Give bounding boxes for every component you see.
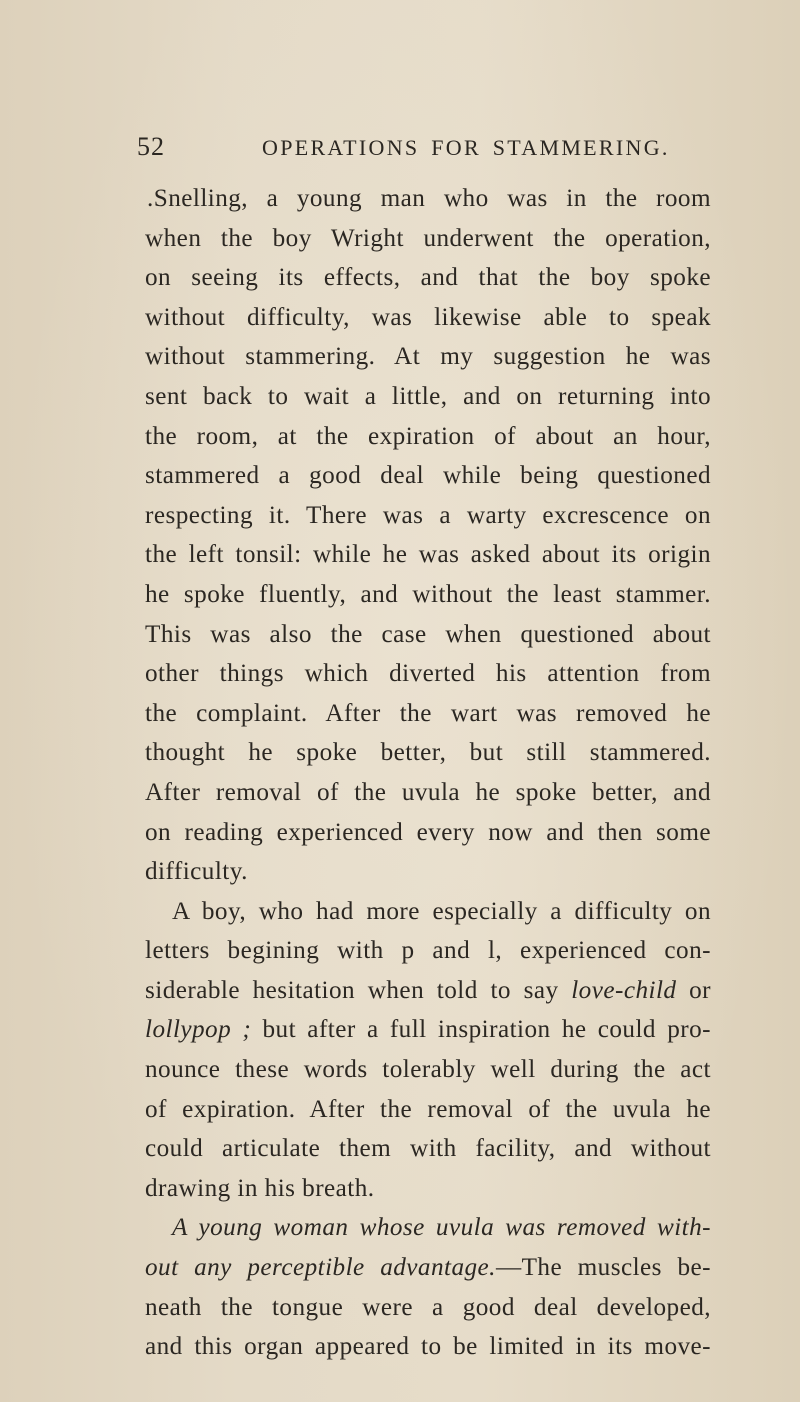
text-line: and this organ appeared to be limited in its move-: [145, 1333, 711, 1361]
text-line: the room, at the expiration of about an hour,: [145, 422, 711, 450]
page-header: [137, 132, 785, 168]
text-segment: siderable hesitation when told to say: [145, 976, 559, 1004]
italic-sentence: A young woman whose uvula was removed with-: [172, 1214, 711, 1242]
text-line: thought he spoke better, but still stammered.: [145, 739, 711, 767]
body-text: [145, 179, 711, 1367]
italic-sentence: out any perceptible advantage.: [145, 1254, 496, 1282]
page-number: 52: [137, 132, 165, 161]
italic-word: lollypop ;: [145, 1016, 252, 1044]
text-line: A boy, who had more especially a difficulty on: [172, 897, 711, 925]
text-line: difficulty.: [145, 858, 248, 886]
text-line: nounce these words tolerably well during the act: [145, 1056, 711, 1084]
text-line: could articulate them with facility, and without: [145, 1135, 711, 1163]
text-segment: or: [689, 976, 712, 1004]
text-line: without stammering. At my suggestion he was: [145, 343, 711, 371]
text-line: respecting it. There was a warty excrescence on: [145, 501, 711, 529]
text-line: sent back to wait a little, and on returning into: [145, 382, 711, 410]
text-line: .Snelling, a young man who was in the room: [147, 185, 711, 212]
text-line: of expiration. After the removal of the uvula he: [145, 1095, 711, 1123]
text-line: the complaint. After the wart was removed he: [145, 699, 711, 727]
text-line: This was also the case when questioned about: [145, 620, 711, 648]
text-line: [145, 971, 711, 1011]
text-line: letters begining with p and l, experienced con-: [145, 937, 711, 965]
text-segment: but after a full inspiration he could pro-: [262, 1016, 711, 1044]
text-line: [145, 1208, 711, 1248]
text-line: on seeing its effects, and that the boy spoke: [145, 264, 711, 292]
italic-word: love-child: [571, 976, 677, 1004]
text-line: After removal of the uvula he spoke better, and: [145, 778, 711, 806]
text-line: on reading experienced every now and then some: [145, 818, 711, 846]
text-line: [145, 1248, 711, 1288]
text-line: he spoke fluently, and without the least stammer.: [145, 580, 711, 608]
text-line: drawing in his breath.: [145, 1174, 375, 1202]
text-line: neath the tongue were a good deal developed,: [145, 1293, 711, 1321]
text-line: [145, 1010, 711, 1050]
text-line: other things which diverted his attention from: [145, 660, 711, 688]
text-line: without difficulty, was likewise able to speak: [145, 303, 711, 331]
text-line: stammered a good deal while being questioned: [145, 462, 711, 490]
text-line: when the boy Wright underwent the operation,: [145, 224, 711, 252]
running-title: OPERATIONS FOR STAMMERING.: [262, 135, 670, 160]
text-line: the left tonsil: while he was asked about its origin: [145, 541, 711, 569]
text-segment: —The muscles be-: [495, 1254, 711, 1282]
